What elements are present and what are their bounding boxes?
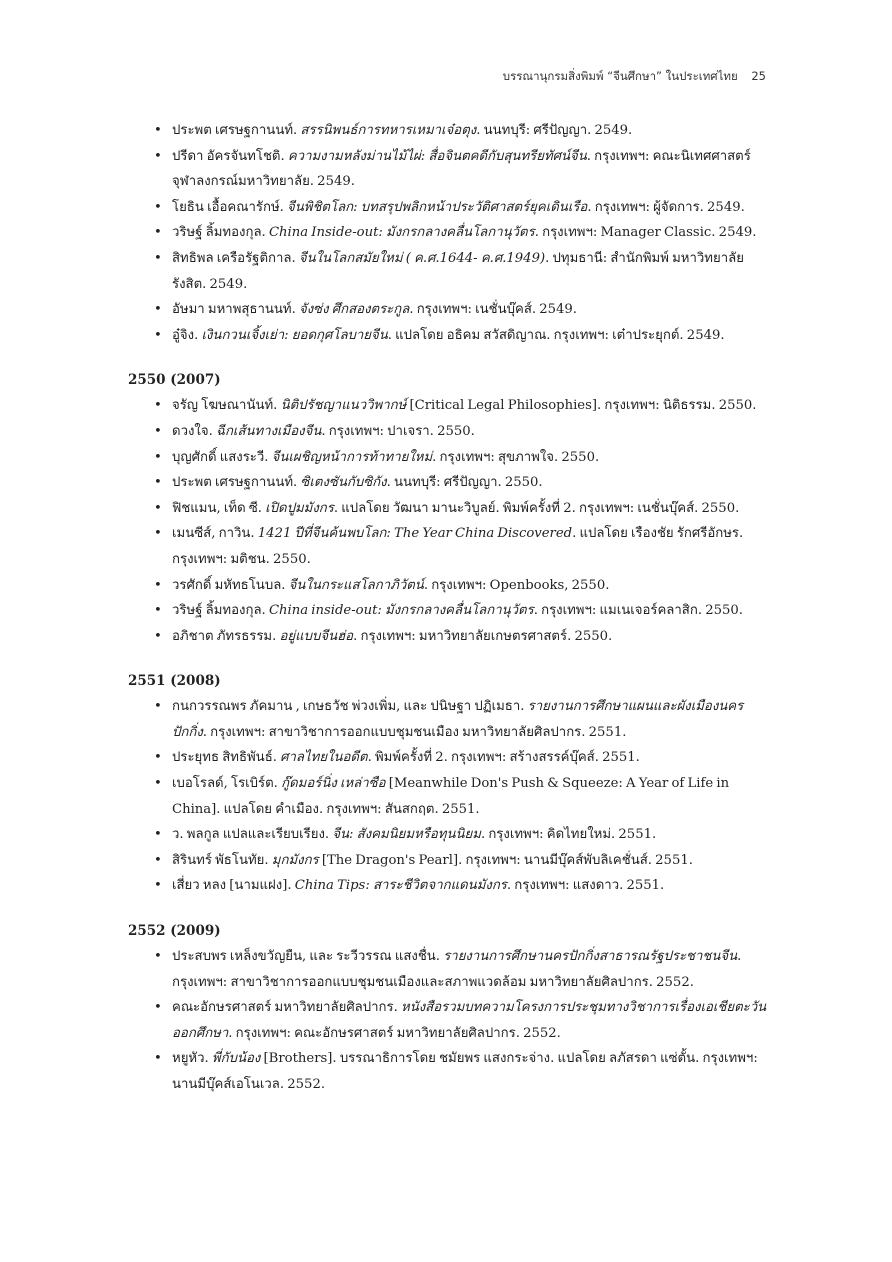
- entry-author: โยธิน เอื้อคณารักษ์.: [172, 199, 288, 215]
- year-heading: 2550 (2007): [128, 372, 221, 389]
- bullet-icon: •: [154, 398, 162, 414]
- entry-publication: . แปลโดย วัฒนา มานะวิบูลย์. พิมพ์ครั้งที่ 2. กรุงเทพฯ: เนชั่นบุ๊คส์. 2550.: [333, 500, 740, 516]
- entry-author: เสี่ยว หลง [นามแฝง].: [172, 878, 295, 894]
- entry-publication: [The Dragon's Pearl]. กรุงเทพฯ: นานมีบุ๊คส์พับลิเคชั่นส์. 2551.: [318, 852, 693, 868]
- entry-title: จีนเผชิญหน้าการท้าทายใหม่: [271, 449, 433, 465]
- entry-publication: . กรุงเทพฯ: Manager Classic. 2549.: [534, 225, 757, 241]
- list-item: [128, 848, 768, 874]
- entry-title: เงินกวนเจิ้งเย่า: ยอดกุศโลบายจีน: [201, 327, 388, 343]
- list-item: [128, 1046, 768, 1097]
- entry-publication: . กรุงเทพฯ: ปาเจรา. 2550.: [321, 423, 475, 439]
- entry-publication: . ปทุมธานี: สำนักพิมพ์ มหาวิทยาลัยรังสิต. 2549.: [172, 250, 744, 292]
- entry-author: วริษฐ์ ลิ้มทองกุล.: [172, 603, 269, 619]
- entry-title: ซิเตงซันกับซิกัง: [300, 475, 387, 491]
- entry-title: ฉีกเส้นทางเมืองจีน: [215, 423, 322, 439]
- bullet-icon: •: [154, 776, 162, 792]
- entry-title: มุกมังกร: [271, 852, 319, 868]
- list-item: [128, 521, 768, 572]
- entry-publication: . กรุงเทพฯ: แสงดาว. 2551.: [506, 878, 665, 894]
- entry-title: China Tips: สาระชีวิตจากแดนมังกร: [294, 878, 507, 894]
- entry-list: [128, 393, 768, 649]
- list-item: [128, 598, 768, 624]
- bullet-icon: •: [154, 878, 162, 894]
- entry-author: ฟิชแมน, เท็ด ซี.: [172, 500, 266, 516]
- entry-title: จีนในโลกสมัยใหม่ ( ค.ศ.1644- ค.ศ.1949): [298, 250, 546, 266]
- entry-author: ว. พลกูล แปลและเรียบเรียง.: [172, 827, 333, 843]
- list-item: [128, 195, 768, 221]
- bullet-icon: •: [154, 628, 162, 644]
- entry-author: ประยุทธ สิทธิพันธ์.: [172, 750, 281, 766]
- bullet-icon: •: [154, 475, 162, 491]
- entry-author: จรัญ โฆษณานันท์.: [172, 398, 281, 414]
- running-head-title: บรรณานุกรมสิ่งพิมพ์ “จีนศึกษา” ในประเทศไทย: [502, 69, 738, 83]
- year-heading: 2552 (2009): [128, 923, 221, 940]
- bullet-icon: •: [154, 449, 162, 465]
- list-item: [128, 995, 768, 1046]
- entry-publication: . กรุงเทพฯ: เนชั่นบุ๊คส์. 2549.: [409, 302, 578, 318]
- entry-title: รายงานการศึกษาแผนและผังเมืองนครปักกิ่ง: [172, 699, 744, 740]
- bullet-icon: •: [154, 123, 162, 138]
- entry-title: China Inside-out: มังกรกลางคลื่นโลกานุวัตร: [268, 225, 535, 241]
- section-2550: [128, 372, 768, 649]
- entry-author: คณะอักษรศาสตร์ มหาวิทยาลัยศิลปากร.: [172, 1000, 401, 1016]
- entry-publication: . กรุงเทพฯ: สาขาวิชาการออกแบบชุมชนเมืองและสภาพแวดล้อม มหาวิทยาลัยศิลปากร. 2552.: [172, 949, 742, 990]
- entry-author: อภิชาต ภัทรธรรม.: [172, 628, 280, 644]
- entry-publication: . กรุงเทพฯ: คิดไทยใหม่. 2551.: [480, 827, 657, 843]
- list-item: [128, 445, 768, 471]
- bullet-icon: •: [154, 949, 162, 965]
- entry-publication: . กรุงเทพฯ: ผู้จัดการ. 2549.: [587, 199, 745, 215]
- entry-title: จีนในกระแสโลกาภิวัตน์: [288, 577, 424, 593]
- list-item: [128, 822, 768, 848]
- entry-title: จีน: สังคมนิยมหรือทุนนิยม: [332, 827, 481, 843]
- list-item: [128, 470, 768, 496]
- list-item: [128, 323, 768, 349]
- entry-author: ประพต เศรษฐกานนท์.: [172, 123, 301, 138]
- entry-author: สิรินทร์ พัธโนทัย.: [172, 852, 272, 868]
- list-item: [128, 297, 768, 323]
- entry-publication: . พิมพ์ครั้งที่ 2. กรุงเทพฯ: สร้างสรรค์บุ๊คส์. 2551.: [367, 750, 640, 766]
- entry-title: พี่กับน้อง: [211, 1051, 261, 1067]
- entry-list: [128, 694, 768, 899]
- entry-title: สรรนิพนธ์การทหารเหมาเจ๋อตุง: [300, 123, 477, 138]
- entry-publication: . กรุงเทพฯ: สาขาวิชาการออกแบบชุมชนเมือง มหาวิทยาลัยศิลปากร. 2551.: [202, 724, 627, 740]
- bullet-icon: •: [154, 423, 162, 439]
- entry-publication: . แปลโดย อธิคม สวัสดิญาณ. กรุงเทพฯ: เต๋าประยุกต์. 2549.: [387, 327, 725, 343]
- section-2549: [128, 118, 768, 348]
- section-2552: [128, 923, 768, 1098]
- list-item: [128, 419, 768, 445]
- bullet-icon: •: [154, 302, 162, 318]
- list-item: [128, 944, 768, 995]
- page-number: 25: [751, 69, 766, 83]
- entry-list: [128, 118, 768, 348]
- list-item: [128, 694, 768, 745]
- entry-publication: [Meanwhile Don's Push & Squeeze: A Year of Life in China]. แปลโดย คำเมือง. กรุงเทพฯ: สันสกฤต. 2551.: [172, 776, 730, 817]
- list-item: [128, 745, 768, 771]
- bullet-icon: •: [154, 225, 162, 241]
- entry-author: ปรีดา อัครจันทโชติ.: [172, 148, 288, 164]
- entry-title: 1421 ปีที่จีนค้นพบโลก: The Year China Discovered: [257, 526, 573, 542]
- bullet-icon: •: [154, 199, 162, 215]
- entry-author: เมนซีส์, กาวิน.: [172, 526, 258, 542]
- entry-author: บุญศักดิ์ แสงระวี.: [172, 449, 272, 465]
- entry-author: อัษมา มหาพสุธานนท์.: [172, 302, 299, 318]
- entry-publication: [Brothers]. บรรณาธิการโดย ชมัยพร แสงกระจ่าง. แปลโดย ลภัสรดา แซ่ตั้น. กรุงเทพฯ: นานมีบุ๊คส์เอโนเวล. 2552.: [172, 1051, 758, 1092]
- bullet-icon: •: [154, 750, 162, 766]
- entry-publication: . นนทบุรี: ศรีปัญญา. 2550.: [386, 475, 543, 491]
- entry-publication: . แปลโดย เรืองชัย รักศรีอักษร. กรุงเทพฯ: มติชน. 2550.: [172, 526, 744, 567]
- list-item: [128, 873, 768, 899]
- bullet-icon: •: [154, 603, 162, 619]
- entry-author: สิทธิพล เครือรัฐติกาล.: [172, 250, 299, 266]
- year-heading: 2551 (2008): [128, 673, 221, 690]
- entry-publication: . นนทบุรี: ศรีปัญญา. 2549.: [476, 123, 633, 138]
- entry-title: จีนพิชิตโลก: บทสรุปพลิกหน้าประวัติศาสตร์ยุคเดินเรือ: [287, 199, 588, 215]
- entry-author: ประพต เศรษฐกานนท์.: [172, 475, 301, 491]
- entry-title: หนังสือรวมบทความโครงการประชุมทางวิชาการเรื่องเอเชียตะวันออกศึกษา: [172, 1000, 767, 1041]
- entry-author: หยูหัว.: [172, 1051, 212, 1067]
- bullet-icon: •: [154, 1051, 162, 1067]
- list-item: [128, 573, 768, 599]
- list-item: [128, 118, 768, 144]
- entry-author: กนกวรรณพร ภัคมาน , เกษธวัช พ่วงเพิ่ม, และ ปนิษฐา ปฏิเมธา.: [172, 699, 528, 715]
- bullet-icon: •: [154, 148, 162, 164]
- bullet-icon: •: [154, 250, 162, 266]
- section-2551: [128, 673, 768, 899]
- entry-title: เปิดปูมมังกร: [265, 500, 334, 516]
- bullet-icon: •: [154, 1000, 162, 1016]
- entry-title: ศาลไทยในอดีต: [280, 750, 368, 766]
- entry-publication: . กรุงเทพฯ: คณะนิเทศศาสตร์ จุฬาลงกรณ์มหาวิทยาลัย. 2549.: [172, 148, 751, 190]
- list-item: [128, 771, 768, 822]
- list-item: [128, 144, 768, 195]
- entry-title: จังซ่ง ศึกสองตระกูล: [299, 302, 410, 318]
- running-head: [503, 68, 766, 86]
- list-item: [128, 496, 768, 522]
- bullet-icon: •: [154, 327, 162, 343]
- entry-list: [128, 944, 768, 1098]
- entry-title: อยู่แบบจีนฮ่อ: [279, 628, 354, 644]
- list-item: [128, 393, 768, 419]
- entry-title: กู๊ดมอร์นิ่ง เหล่าซือ: [281, 776, 386, 792]
- bullet-icon: •: [154, 500, 162, 516]
- bullet-icon: •: [154, 526, 162, 542]
- list-item: [128, 246, 768, 297]
- bullet-icon: •: [154, 827, 162, 843]
- entry-publication: . กรุงเทพฯ: แมเนเจอร์คลาสิก. 2550.: [533, 603, 743, 619]
- entry-publication: . กรุงเทพฯ: Openbooks, 2550.: [423, 577, 610, 593]
- entry-author: วริษฐ์ ลิ้มทองกุล.: [172, 225, 269, 241]
- bibliography-content: [128, 118, 768, 1122]
- entry-author: ประสบพร เหล็งขวัญยืน, และ ระวีวรรณ แสงชื่น.: [172, 949, 444, 965]
- entry-author: อู๋จิง.: [172, 327, 202, 343]
- entry-author: วรศักดิ์ มหัทธโนบล.: [172, 577, 289, 593]
- entry-title: รายงานการศึกษานครปักกิ่งสาธารณรัฐประชาชนจีน: [443, 949, 738, 965]
- list-item: [128, 624, 768, 650]
- entry-publication: . กรุงเทพฯ: มหาวิทยาลัยเกษตรศาสตร์. 2550.: [353, 628, 613, 644]
- entry-publication: . กรุงเทพฯ: สุขภาพใจ. 2550.: [432, 449, 600, 465]
- bullet-icon: •: [154, 699, 162, 715]
- entry-author: ดวงใจ.: [172, 423, 216, 439]
- entry-publication: . กรุงเทพฯ: คณะอักษรศาสตร์ มหาวิทยาลัยศิลปากร. 2552.: [228, 1025, 561, 1041]
- entry-author: เบอโรลด์, โรเบิร์ต.: [172, 776, 282, 792]
- entry-publication: [Critical Legal Philosophies]. กรุงเทพฯ: นิติธรรม. 2550.: [406, 398, 757, 414]
- entry-title: นิติปรัชญาแนววิพากษ์: [280, 398, 407, 414]
- bullet-icon: •: [154, 852, 162, 868]
- entry-title: ความงามหลังม่านไม้ไผ่: สื่อจินตคดีกับสุนทรียทัศน์จีน: [287, 148, 587, 164]
- entry-title: China inside-out: มังกรกลางคลื่นโลกานุวัตร: [268, 603, 534, 619]
- bullet-icon: •: [154, 577, 162, 593]
- list-item: [128, 220, 768, 246]
